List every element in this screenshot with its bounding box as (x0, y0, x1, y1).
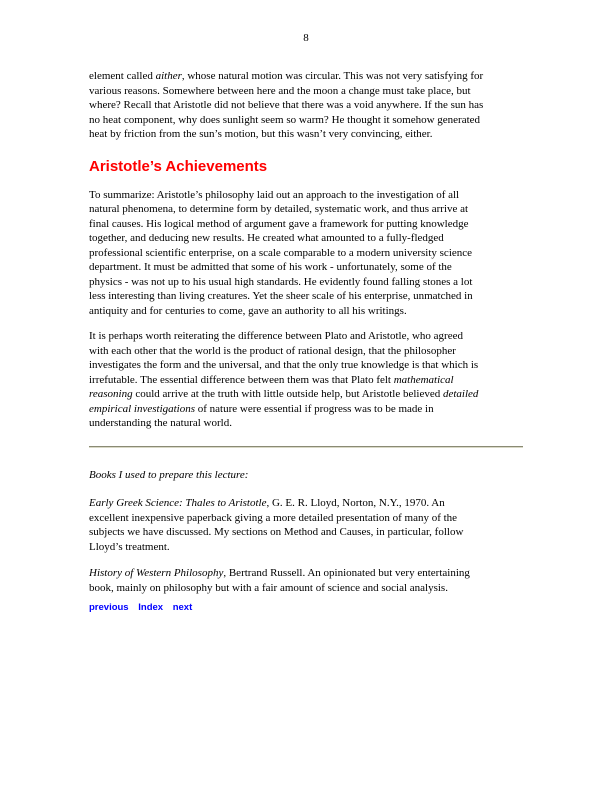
text-line (89, 98, 523, 113)
text-run: , whose natural motion was circular. This was not very satisfying for (181, 70, 484, 82)
text-run: professional scientific enterprise, on a scale comparable to a modern university science (89, 246, 473, 259)
italic-text-run: Early Greek Science: Thales to Aristotle (89, 497, 267, 509)
italic-text-run: aither (155, 70, 182, 82)
books-intro (89, 468, 523, 483)
nav-link-previous[interactable]: previous (89, 602, 129, 613)
text-line (89, 387, 523, 402)
text-run: heat by friction from the sun’s motion, but this wasn’t very convincing, either. (89, 128, 433, 140)
text-line (89, 231, 523, 246)
text-run: physics - was not up to his usual high standards. He evidently found falling stones a lot (89, 275, 473, 288)
text-line (89, 217, 523, 232)
text-line (89, 566, 523, 581)
text-line (89, 540, 523, 555)
text-line (89, 525, 523, 540)
italic-text-run: detailed (442, 388, 479, 400)
italic-text-run: reasoning (89, 388, 133, 400)
divider-rule (89, 446, 523, 448)
italic-text-run: empirical investigations (89, 402, 196, 415)
text-run: book, mainly on philosophy but with a fair amount of science and social analysis. (89, 581, 448, 594)
paragraph-aither (89, 69, 523, 142)
text-run: no heat component, why does sunlight seem so warm? He thought it somehow generated (89, 113, 481, 126)
text-line (89, 202, 523, 217)
text-run: where? Recall that Aristotle did not believe that there was a void anywhere. If the sun has (89, 99, 484, 111)
text-line (89, 289, 523, 304)
text-run: irrefutable. The essential difference between them was that Plato felt (89, 373, 394, 386)
text-line (89, 373, 523, 388)
text-run: understanding the natural world. (89, 417, 232, 429)
nav-link-index[interactable]: Index (138, 602, 164, 613)
italic-text-run: mathematical (393, 373, 454, 386)
text-line (89, 127, 523, 142)
text-run: subjects we have discussed. My sections on Method and Causes, in particular, follow (89, 526, 464, 538)
text-run: To summarize: Aristotle’s philosophy laid out an approach to the investigation of all (89, 188, 460, 201)
page-number: 8 (303, 32, 309, 44)
text-run: together, and deducing new results. He created what amounted to a fully-fledged (89, 232, 444, 244)
text-line (89, 275, 523, 290)
text-line (89, 581, 523, 596)
book-reference-lloyd (89, 496, 523, 554)
text-line (89, 344, 523, 359)
text-line (89, 113, 523, 128)
text-line (89, 358, 523, 373)
text-run: with each other that the world is the product of rational design, that the philosopher (89, 344, 456, 357)
section-heading: Aristotle’s Achievements (89, 157, 268, 175)
text-run: antiquity and for centuries to come, gave an authority to all his writings. (89, 304, 407, 317)
text-run: final causes. His logical method of argument gave a framework for putting knowledge (89, 217, 469, 230)
nav-links (89, 602, 523, 614)
text-run: could arrive at the truth with little outside help, but Aristotle believed (132, 388, 443, 400)
text-line (89, 69, 523, 84)
text-line (89, 84, 523, 99)
text-line (89, 402, 523, 417)
nav-link-next[interactable]: next (172, 602, 193, 613)
paragraph-summary (89, 188, 523, 319)
text-line (89, 329, 523, 344)
italic-text-run: History of Western Philosophy (89, 567, 224, 579)
text-run: investigates the form and the universal, and that the only true knowledge is that which is (89, 359, 479, 371)
text-run: element called (89, 70, 156, 82)
text-line (89, 246, 523, 261)
text-line (89, 496, 523, 511)
text-run: It is perhaps worth reiterating the difference between Plato and Aristotle, who agreed (89, 330, 463, 342)
text-line (89, 468, 523, 483)
text-run: , G. E. R. Lloyd, Norton, N.Y., 1970. An (266, 497, 445, 509)
italic-text-run: Books I used to prepare this lecture: (89, 468, 249, 481)
paragraph-plato-aristotle (89, 329, 523, 431)
text-run: excellent inexpensive paperback giving a more detailed presentation of many of the (89, 511, 458, 524)
text-run: , Bertrand Russell. An opinionated but very entertaining (223, 567, 470, 579)
text-run: less interesting than living creatures. Yet the sheer scale of his enterprise, unmatched in (89, 290, 473, 302)
text-run: various reasons. Somewhere between here and the moon a change must take place, but (89, 84, 471, 97)
text-run: Lloyd’s treatment. (89, 540, 170, 553)
text-line (89, 260, 523, 275)
book-reference-russell (89, 566, 523, 595)
text-line (89, 304, 523, 319)
text-line (89, 511, 523, 526)
text-run: of nature were essential if progress was to be made in (195, 402, 434, 415)
text-line (89, 416, 523, 431)
text-run: natural phenomena, to determine form by detailed, systematic work, and thus arrive at (89, 203, 469, 215)
text-run: department. It must be admitted that some of his work - unfortunately, some of the (89, 261, 452, 273)
text-line (89, 188, 523, 203)
